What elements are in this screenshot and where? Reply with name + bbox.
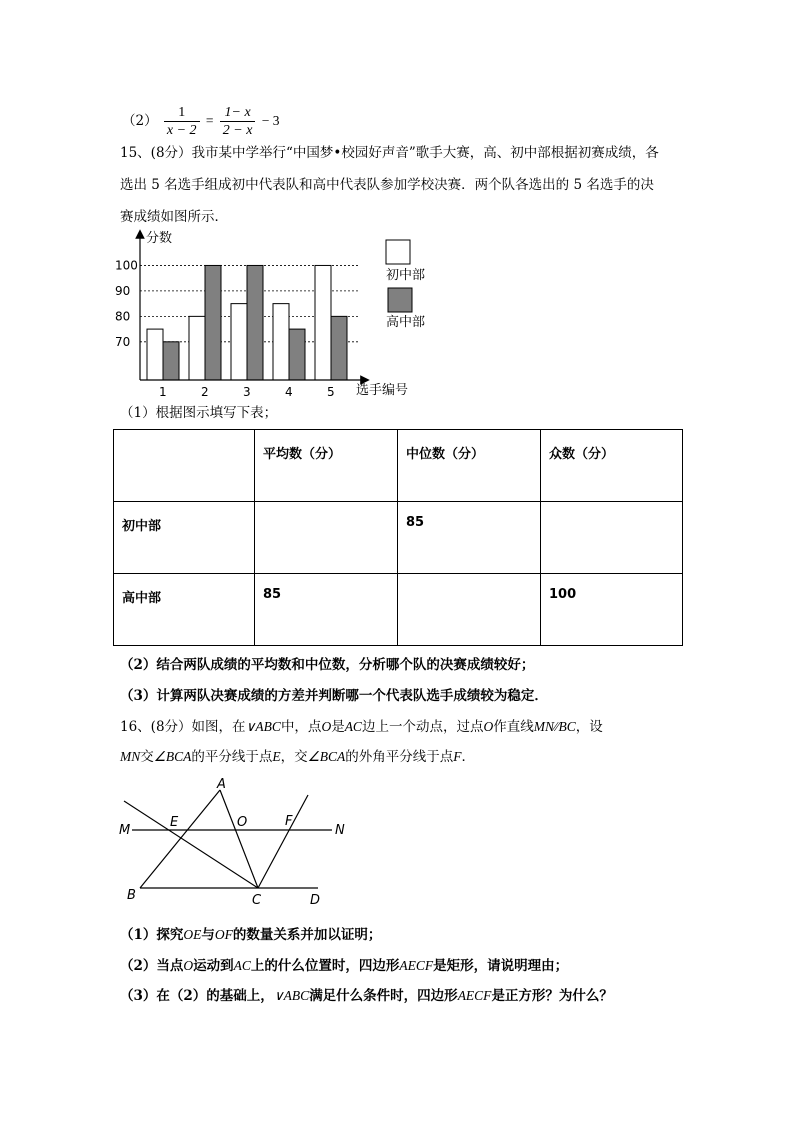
q16-text: 16、(8分）如图，在 bbox=[120, 719, 246, 735]
segment-ac: AC bbox=[233, 958, 251, 973]
line-cf-drawn bbox=[258, 795, 308, 888]
bar-senior bbox=[205, 265, 221, 380]
q15-line-2: 选出 5 名选手组成初中代表队和高中代表队参加学校决赛．两个队各选出的 5 名选手的决 bbox=[120, 177, 654, 193]
chart-legend bbox=[386, 240, 425, 330]
table-header-cell: 中位数（分） bbox=[398, 430, 541, 502]
q16-text: 的数量关系并加以证明； bbox=[232, 927, 382, 943]
y-tick-label: 90 bbox=[115, 283, 131, 298]
q14-part-label: （2） bbox=[122, 113, 158, 129]
rhs-denominator: 2 − x bbox=[222, 123, 253, 138]
bar-junior bbox=[147, 329, 163, 380]
x-axis-label: 选手编号 bbox=[356, 383, 409, 398]
x-tick-label: 4 bbox=[285, 385, 293, 399]
q16-line-1 bbox=[120, 717, 603, 737]
q16-text: （2）当点 bbox=[120, 958, 184, 974]
x-tick-label: 5 bbox=[327, 385, 335, 399]
point-o: O bbox=[483, 719, 494, 734]
y-tick-label: 70 bbox=[115, 334, 131, 349]
q16-text: 的外角平分线于点 bbox=[345, 749, 454, 765]
table-header-cell: 平均数（分） bbox=[255, 430, 398, 502]
lhs-fraction bbox=[164, 104, 200, 139]
q15-line-1: 15、(8分）我市某中学举行“中国梦•校园好声音”歌手大赛，高、初中部根据初赛成绩，各 bbox=[120, 145, 659, 161]
label-o: O bbox=[237, 815, 248, 830]
segment-of: OF bbox=[214, 927, 233, 942]
chart-bars bbox=[147, 265, 347, 380]
label-e: E bbox=[170, 815, 179, 830]
table-header-cell: 众数（分） bbox=[541, 430, 683, 502]
table-cell bbox=[398, 574, 541, 646]
q15-part-2: （2）结合两队成绩的平均数和中位数，分析哪个队的决赛成绩较好； bbox=[120, 657, 535, 673]
segment-oe: OE bbox=[183, 927, 202, 942]
lhs-numerator: 1 bbox=[164, 104, 200, 122]
label-m: M bbox=[119, 823, 131, 838]
bar-junior bbox=[315, 265, 331, 380]
line-mn: MN bbox=[533, 719, 554, 734]
q16-text: 边上一个动点，过点 bbox=[361, 719, 484, 735]
y-axis-label: 分数 bbox=[146, 231, 173, 246]
triangle-abc: ∨ABC bbox=[273, 988, 310, 1003]
q16-text: 中，点 bbox=[280, 719, 322, 735]
lhs-denominator: x − 2 bbox=[166, 123, 197, 138]
point-o: O bbox=[183, 958, 194, 973]
legend-swatch-junior bbox=[386, 240, 410, 264]
q16-text: 作直线 bbox=[493, 719, 534, 735]
quadrilateral-aecf: AECF bbox=[399, 958, 434, 973]
q15-line-3: 赛成绩如图所示． bbox=[120, 209, 228, 225]
score-table bbox=[113, 429, 683, 646]
table-header-cell bbox=[114, 430, 255, 502]
q15-part-3: （3）计算两队决赛成绩的方差并判断哪一个代表队选手成绩较为稳定． bbox=[120, 688, 548, 704]
label-f: F bbox=[285, 814, 293, 829]
point-e: E bbox=[272, 749, 281, 764]
bar-senior bbox=[163, 342, 179, 380]
q16-text: （1）探究 bbox=[120, 927, 184, 943]
quadrilateral-aecf: AECF bbox=[457, 988, 492, 1003]
table-row-label: 高中部 bbox=[114, 574, 255, 646]
y-tick-labels bbox=[115, 258, 138, 348]
bar-senior bbox=[331, 316, 347, 380]
table-row-label: 初中部 bbox=[114, 502, 255, 574]
legend-label-senior: 高中部 bbox=[386, 315, 426, 330]
bar-junior bbox=[189, 316, 205, 380]
q16-text: 上的什么位置时，四边形 bbox=[250, 958, 400, 974]
bar-junior bbox=[273, 304, 289, 380]
q15-part-1: （1）根据图示填写下表； bbox=[120, 405, 278, 421]
q16-text: 是 bbox=[331, 719, 345, 735]
table-row bbox=[114, 502, 683, 574]
label-n: N bbox=[335, 823, 345, 838]
q16-text: （3）在（2）的基础上， bbox=[120, 988, 274, 1004]
y-tick-label: 100 bbox=[115, 258, 138, 273]
segment-ac: AC bbox=[344, 719, 362, 734]
q16-text: ，交 bbox=[280, 749, 308, 765]
table-header-row bbox=[114, 430, 683, 502]
x-tick-labels bbox=[159, 385, 335, 399]
q16-part-1 bbox=[120, 925, 381, 945]
label-a: A bbox=[217, 778, 226, 792]
label-b: B bbox=[127, 888, 136, 903]
table-cell bbox=[255, 502, 398, 574]
q16-part-3 bbox=[120, 986, 613, 1006]
x-tick-label: 3 bbox=[243, 385, 251, 399]
x-tick-label: 1 bbox=[159, 385, 167, 399]
angle-bca: ∠BCA bbox=[153, 749, 192, 764]
rhs-tail: − 3 bbox=[261, 113, 280, 128]
point-f: F bbox=[453, 749, 462, 764]
q16-text: 与 bbox=[201, 927, 215, 943]
table-row bbox=[114, 574, 683, 646]
bar-senior bbox=[247, 265, 263, 380]
table-cell: 100 bbox=[541, 574, 683, 646]
q16-text: 的平分线于点 bbox=[191, 749, 273, 765]
line-ac-drawn bbox=[220, 790, 258, 888]
q16-text: 运动到 bbox=[193, 958, 234, 974]
q16-line-2 bbox=[120, 747, 475, 767]
label-c: C bbox=[252, 893, 262, 908]
equals-sign: = bbox=[205, 113, 214, 128]
line-mn: MN bbox=[120, 749, 141, 764]
parallel-symbol: ∕∕ bbox=[553, 719, 559, 734]
label-d: D bbox=[310, 893, 321, 908]
score-bar-chart bbox=[110, 228, 440, 400]
x-tick-label: 2 bbox=[201, 385, 209, 399]
q16-part-2 bbox=[120, 956, 568, 976]
table-cell: 85 bbox=[398, 502, 541, 574]
legend-label-junior: 初中部 bbox=[386, 268, 426, 283]
legend-swatch-senior bbox=[388, 288, 412, 312]
table-cell: 85 bbox=[255, 574, 398, 646]
bar-junior bbox=[231, 304, 247, 380]
angle-bca: ∠BCA bbox=[307, 749, 346, 764]
q16-text: ，设 bbox=[575, 719, 603, 735]
table-cell bbox=[541, 502, 683, 574]
rhs-fraction bbox=[220, 104, 256, 139]
rhs-numerator: 1− x bbox=[220, 104, 256, 122]
line-ab-drawn bbox=[140, 790, 220, 888]
triangle-abc: ∨ABC bbox=[245, 719, 281, 734]
geometry-figure bbox=[110, 778, 360, 913]
y-tick-label: 80 bbox=[115, 309, 131, 324]
q16-text: 是正方形？为什么？ bbox=[491, 988, 613, 1004]
q14-equation bbox=[122, 104, 280, 139]
q16-text: 交 bbox=[140, 749, 154, 765]
segment-bc: BC bbox=[558, 719, 576, 734]
bar-senior bbox=[289, 329, 305, 380]
q16-text: 满足什么条件时，四边形 bbox=[309, 988, 458, 1004]
q16-text: ． bbox=[461, 749, 475, 765]
point-o: O bbox=[321, 719, 332, 734]
q16-text: 是矩形，请说明理由； bbox=[433, 958, 569, 974]
